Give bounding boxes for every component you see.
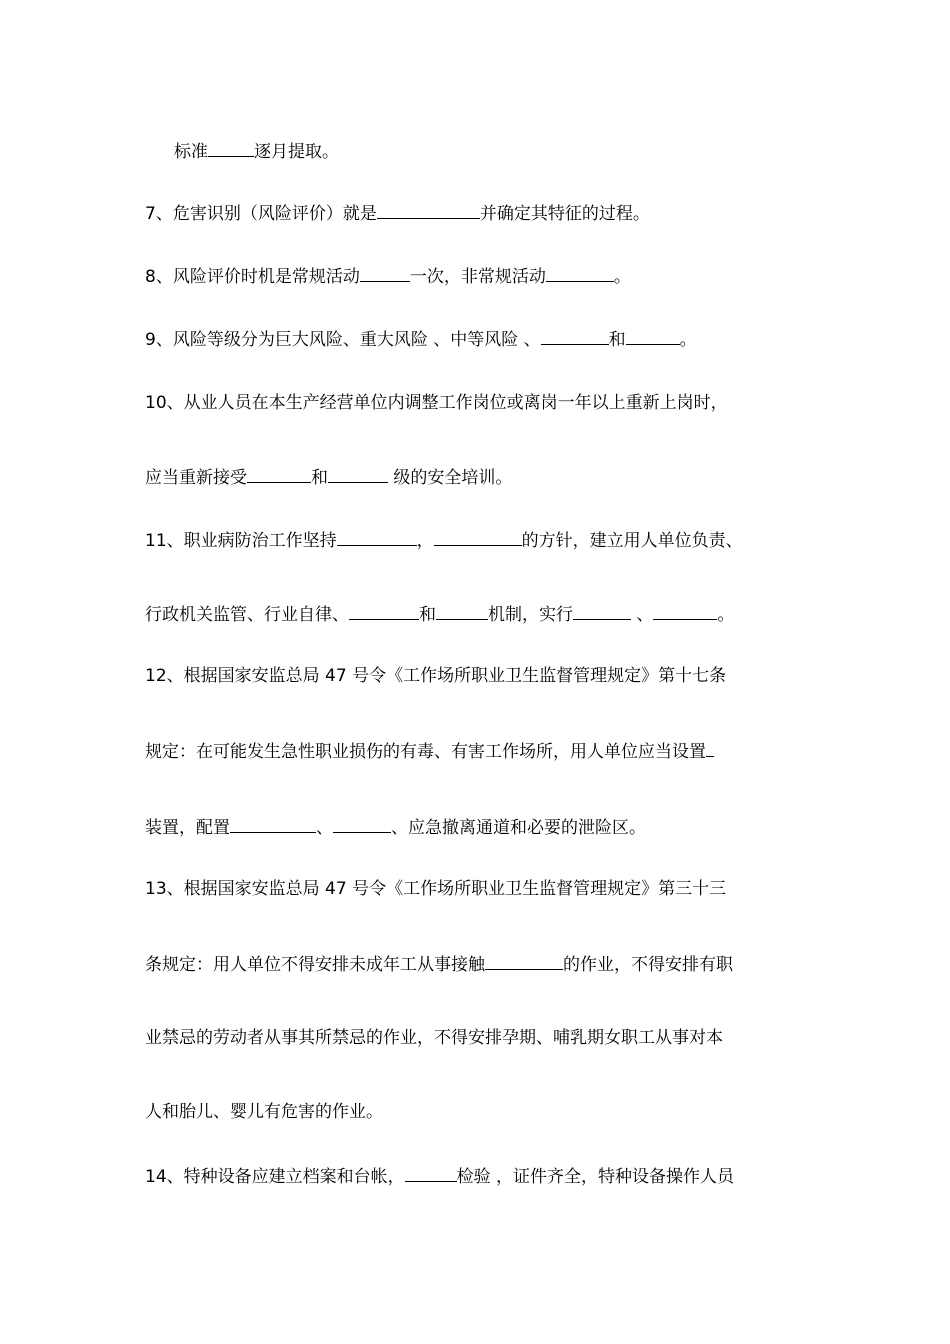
- fill-blank[interactable]: [337, 527, 417, 546]
- fill-blank[interactable]: [208, 138, 254, 157]
- text: 10、从业人员在本生产经营单位内调整工作岗位或离岗一年以上重新上岗时，: [145, 393, 728, 413]
- text: 级的安全培训。: [388, 468, 513, 488]
- text: 、: [631, 605, 654, 625]
- text: ，: [416, 531, 434, 551]
- text: 。: [679, 330, 697, 350]
- text: 和: [311, 468, 328, 488]
- fill-blank[interactable]: [706, 738, 714, 757]
- text: 。: [717, 605, 735, 625]
- text: 人和胎儿、婴儿有危害的作业。: [145, 1102, 383, 1122]
- question-12-cont-2: [145, 814, 646, 840]
- fill-blank[interactable]: [626, 326, 680, 345]
- question-13-cont: [145, 951, 733, 977]
- fill-blank[interactable]: [377, 200, 480, 219]
- question-13-cont-2: [145, 1026, 723, 1050]
- text: 和: [419, 605, 436, 625]
- question-11-cont: [145, 601, 734, 627]
- text: 。: [613, 267, 631, 287]
- text: 条规定：用人单位不得安排未成年工从事接触: [145, 955, 485, 975]
- fill-blank[interactable]: [333, 814, 391, 833]
- fill-blank[interactable]: [349, 601, 419, 620]
- question-10-cont: [145, 464, 512, 490]
- text: 标准: [174, 142, 208, 162]
- question-10: [145, 391, 728, 415]
- fill-blank[interactable]: [485, 951, 563, 970]
- question-13-cont-3: [145, 1100, 383, 1124]
- fill-blank[interactable]: [546, 263, 614, 282]
- text: 装置，配置: [145, 818, 230, 838]
- fill-blank[interactable]: [360, 263, 410, 282]
- text: 应当重新接受: [145, 468, 247, 488]
- question-12-cont: [145, 738, 714, 764]
- text: 规定：在可能发生急性职业损伤的有毒、有害工作场所，用人单位应当设置: [145, 742, 706, 762]
- question-13: [145, 877, 726, 901]
- text: 、: [316, 818, 333, 838]
- question-7: [145, 200, 650, 226]
- text: 9、风险等级分为巨大风险、重大风险 、中等风险 、: [145, 330, 541, 350]
- text: 和: [608, 330, 626, 350]
- text: 12、根据国家安监总局 47 号令《工作场所职业卫生监督管理规定》第十七条: [145, 666, 727, 686]
- question-8: [145, 263, 631, 289]
- text: 业禁忌的劳动者从事其所禁忌的作业，不得安排孕期、哺乳期女职工从事对本: [145, 1028, 723, 1048]
- text: 的作业，不得安排有职: [563, 955, 733, 975]
- question-12: [145, 664, 726, 688]
- text: 11、职业病防治工作坚持: [145, 531, 337, 551]
- text: 并确定其特征的过程。: [479, 204, 650, 224]
- text: 行政机关监管、行业自律、: [145, 605, 349, 625]
- text-line-1: [174, 138, 339, 164]
- question-9: [145, 326, 697, 352]
- text: 8、风险评价时机是常规活动: [145, 267, 360, 287]
- fill-blank[interactable]: [434, 527, 522, 546]
- fill-blank[interactable]: [230, 814, 316, 833]
- question-11: [145, 527, 743, 553]
- text: 14、特种设备应建立档案和台帐，: [145, 1167, 405, 1187]
- fill-blank[interactable]: [405, 1163, 457, 1182]
- fill-blank[interactable]: [328, 464, 388, 483]
- question-14: [145, 1163, 734, 1189]
- text: 、应急撤离通道和必要的泄险区。: [391, 818, 646, 838]
- fill-blank[interactable]: [653, 601, 717, 620]
- text: 13、根据国家安监总局 47 号令《工作场所职业卫生监督管理规定》第三十三: [145, 879, 727, 899]
- fill-blank[interactable]: [541, 326, 609, 345]
- fill-blank[interactable]: [247, 464, 311, 483]
- fill-blank[interactable]: [573, 601, 631, 620]
- text: 的方针，建立用人单位负责、: [521, 531, 743, 551]
- text: 7、危害识别（风险评价）就是: [145, 204, 377, 224]
- text: 一次，非常规活动: [409, 267, 546, 287]
- text: 检验 ，证件齐全，特种设备操作人员: [456, 1167, 735, 1187]
- fill-blank[interactable]: [436, 601, 488, 620]
- text: 机制，实行: [488, 605, 573, 625]
- text: 逐月提取。: [254, 142, 339, 162]
